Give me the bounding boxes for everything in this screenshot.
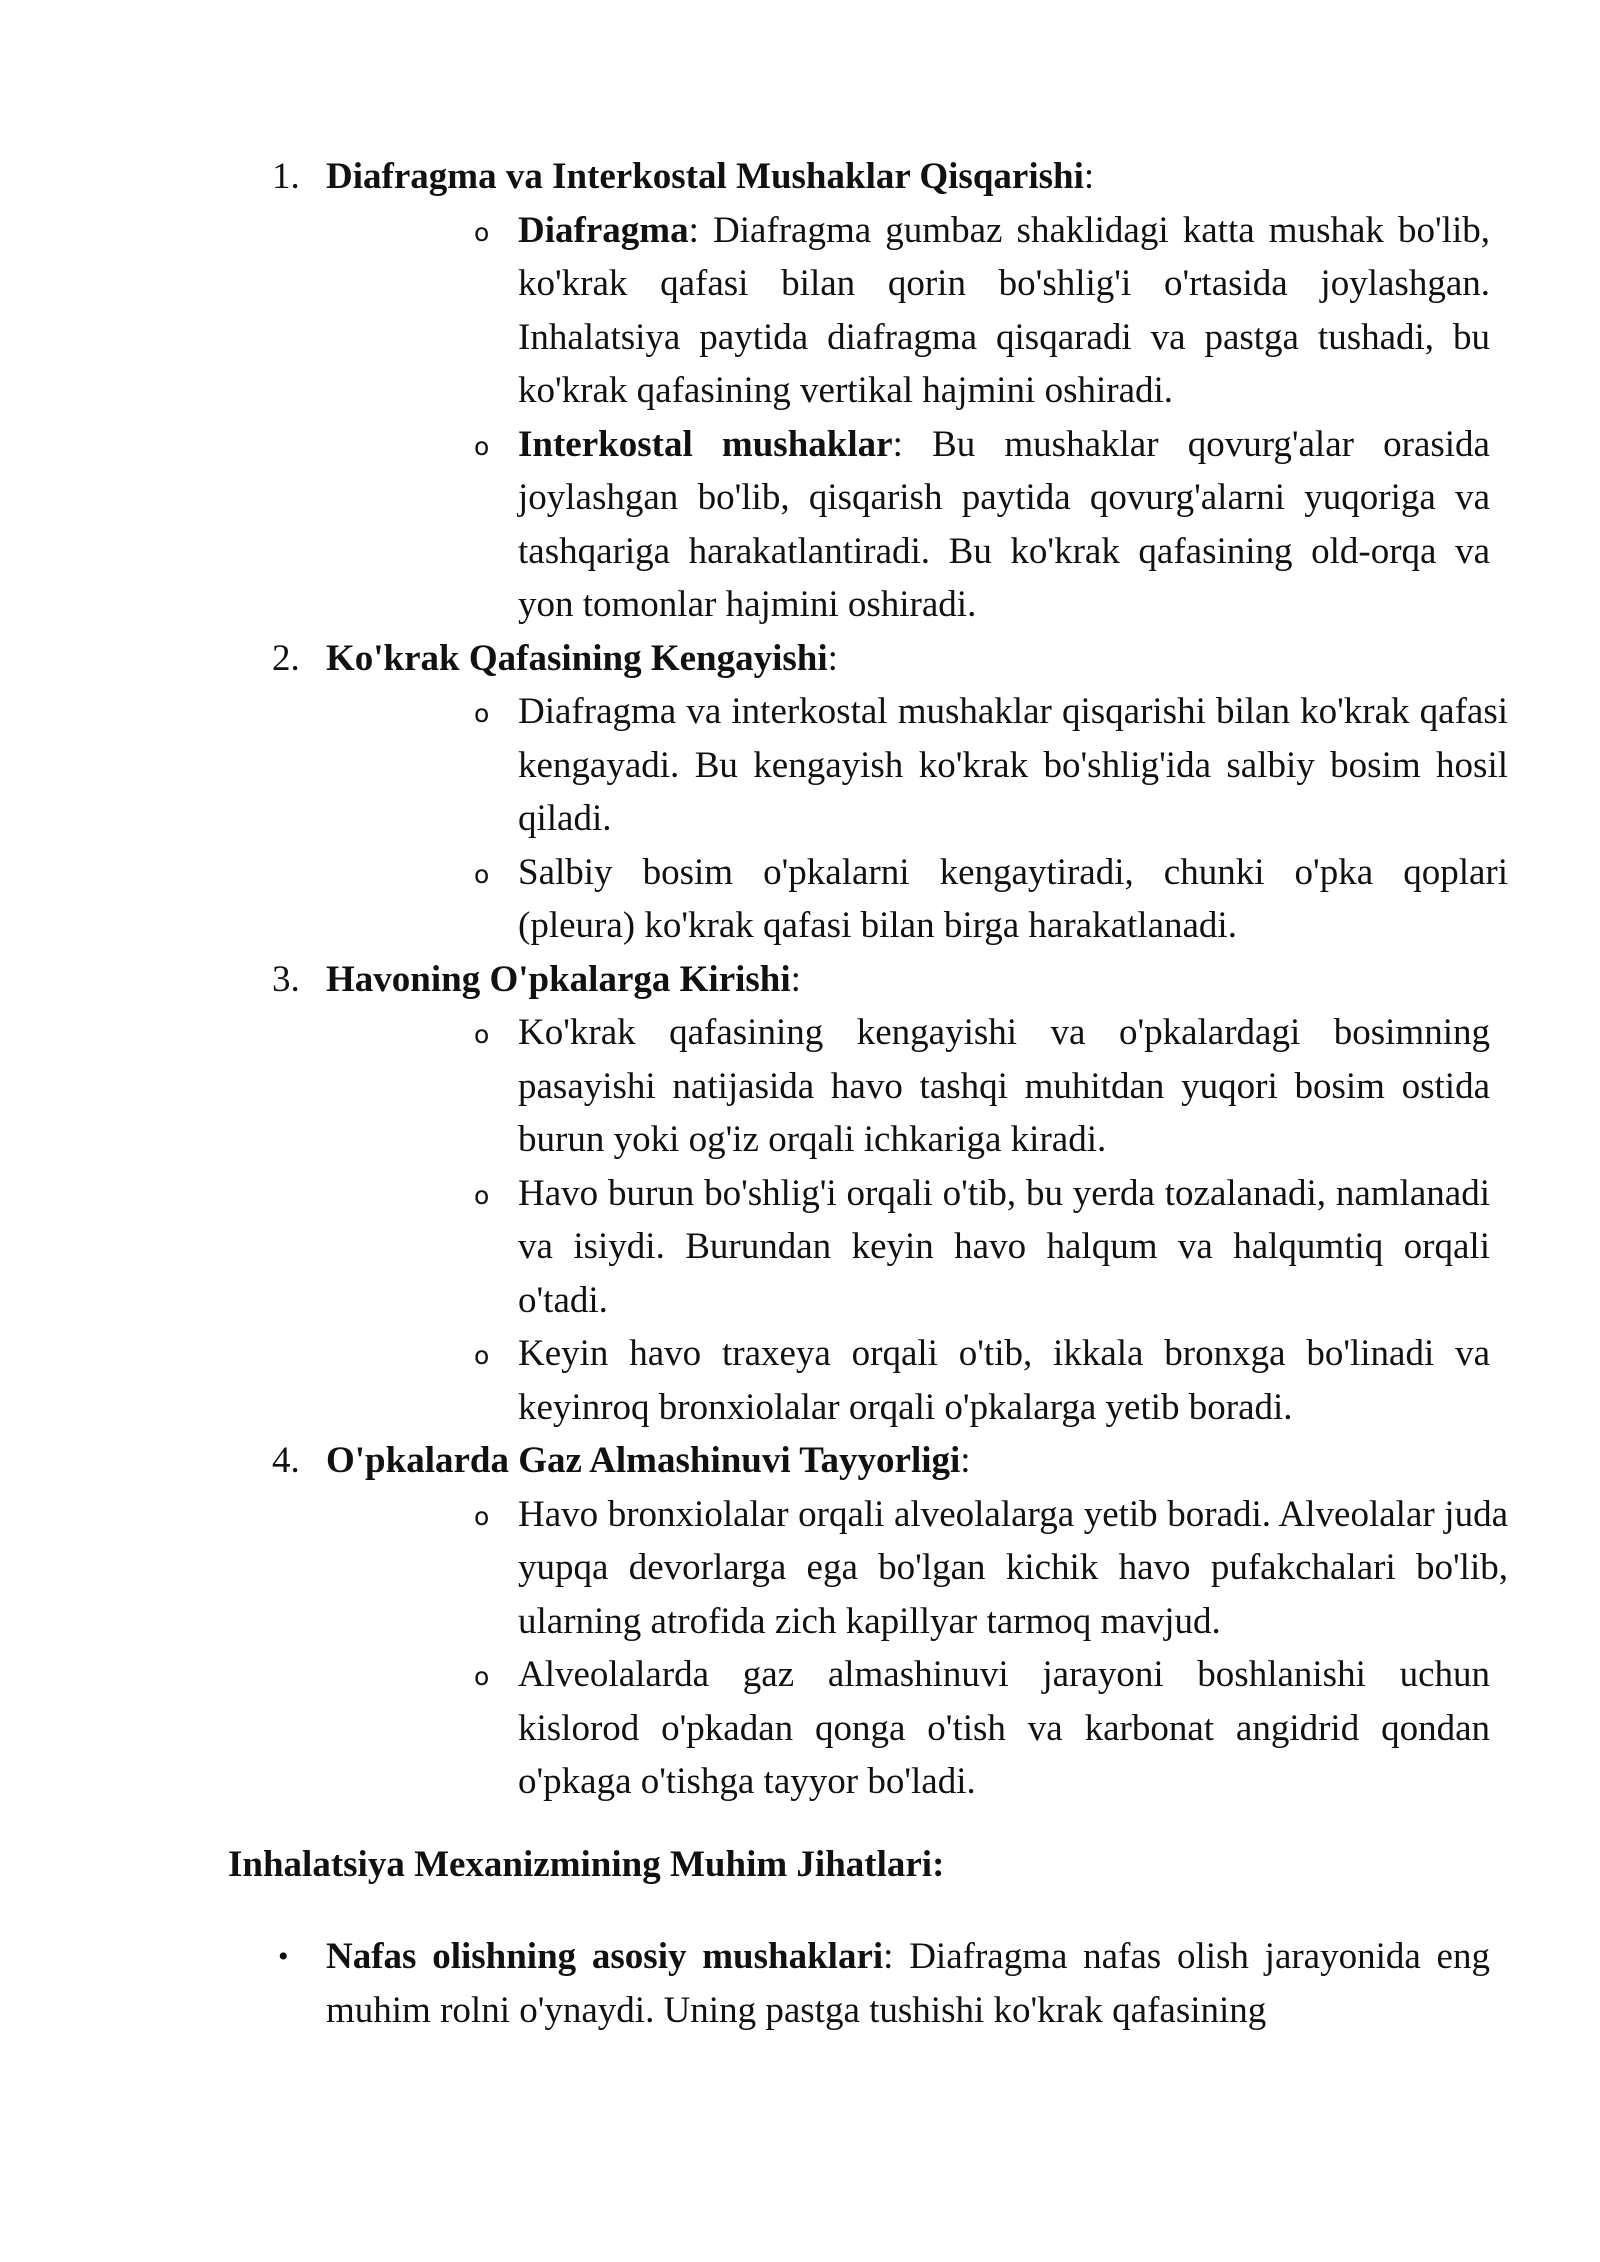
sub-item <box>326 1488 1508 1649</box>
section-title: O'pkalarda Gaz Almashinuvi Tayyorligi <box>326 1440 961 1481</box>
item-text: Diafragma gumbaz shaklidagi katta mushak bo'lib, ko'krak qafasi bilan qorin bo'shlig'i o'rtasida joylashgan. Inhalatsiya paytida diafragma qisqaradi va pastga tushadi, bu ko'krak qafasining vertikal hajmini oshiradi. <box>518 209 1490 411</box>
numbered-list <box>230 150 1508 1809</box>
section-heading: Inhalatsiya Mexanizmining Muhim Jihatlari: <box>228 1844 945 1885</box>
term: Interkostal mushaklar <box>518 423 893 465</box>
bullet-dot-icon: • <box>278 1940 289 1973</box>
sub-list <box>326 1488 1508 1809</box>
item-text: Bu mushaklar qovurg'alar orasida joylashgan bo'lib, qisqarish paytida qovurg'alarni yuqoriga va tashqariga harakatlantiradi. Bu ko'krak qafasining old-orqa va yon tomonlar hajmini oshiradi. <box>518 423 1490 625</box>
term-colon: : <box>883 1936 894 1977</box>
list-item-2 <box>230 632 1508 953</box>
circle-bullet-icon: o <box>474 1662 490 1691</box>
title-colon: : <box>960 1440 971 1481</box>
circle-bullet-icon: o <box>474 1020 490 1049</box>
title-colon: : <box>827 637 838 679</box>
list-number: 4. <box>272 1440 300 1481</box>
circle-bullet-icon: o <box>474 859 490 889</box>
sub-item <box>326 1648 1490 1809</box>
list-number: 1. <box>272 156 300 197</box>
circle-bullet-icon: o <box>474 1341 490 1370</box>
circle-bullet-icon: o <box>474 1501 490 1531</box>
sub-list <box>326 685 1508 953</box>
item-text: Diafragma nafas olish jarayonida eng muhim rolni o'ynaydi. Uning pastga tushishi ko'krak qafasining <box>326 1936 1490 2031</box>
section-title: Ko'krak Qafasining Kengayishi <box>326 637 828 679</box>
item-text: Havo burun bo'shlig'i orqali o'tib, bu yerda tozalanadi, namlanadi va isiydi. Burundan keyin havo halqum va halqumtiq orqali o'tadi. <box>518 1172 1490 1321</box>
list-item-3 <box>230 953 1490 1435</box>
list-item-1 <box>230 150 1490 632</box>
sub-item <box>326 1327 1490 1434</box>
sub-item <box>326 204 1490 418</box>
section-title: Diafragma va Interkostal Mushaklar Qisqarishi <box>326 156 1084 197</box>
list-item-4 <box>230 1434 1508 1809</box>
circle-bullet-icon: o <box>474 431 490 461</box>
sub-item <box>326 418 1490 632</box>
list-number: 2. <box>272 637 300 679</box>
sub-item <box>326 1167 1490 1328</box>
item-text: Keyin havo traxeya orqali o'tib, ikkala bronxga bo'linadi va keyinroq bronxiolalar orqali o'pkalarga yetib boradi. <box>518 1333 1490 1428</box>
circle-bullet-icon: o <box>474 1180 490 1210</box>
item-text: Havo bronxiolalar orqali alveolalarga yetib boradi. Alveolalar juda yupqa devorlarga ega bo'lgan kichik havo pufakchalari bo'lib, ularning atrofida zich kapillyar tarmoq mavjud. <box>518 1493 1508 1642</box>
sub-item <box>326 1006 1490 1167</box>
list-number: 3. <box>272 958 300 1000</box>
circle-bullet-icon: o <box>474 699 490 728</box>
sub-list <box>326 204 1490 632</box>
bullet-list <box>230 1930 1490 2037</box>
circle-bullet-icon: o <box>474 217 490 247</box>
title-colon: : <box>790 958 801 1000</box>
item-text: Diafragma va interkostal mushaklar qisqarishi bilan ko'krak qafasi kengayadi. Bu kengayish ko'krak bo'shlig'ida salbiy bosim hosil qiladi. <box>518 691 1508 839</box>
title-colon: : <box>1083 156 1095 197</box>
term: Diafragma <box>518 209 689 251</box>
term-colon: : <box>892 423 903 465</box>
term-colon: : <box>688 209 699 251</box>
sub-item <box>326 846 1508 953</box>
term: Nafas olishning asosiy mushaklari <box>326 1936 884 1977</box>
item-text: Ko'krak qafasining kengayishi va o'pkalardagi bosimning pasayishi natijasida havo tashqi muhitdan yuqori bosim ostida burun yoki og'iz orqali ichkariga kiradi. <box>518 1012 1490 1160</box>
bullet-item <box>230 1930 1490 2037</box>
section-title: Havoning O'pkalarga Kirishi <box>326 958 791 1000</box>
item-text: Salbiy bosim o'pkalarni kengaytiradi, chunki o'pka qoplari (pleura) ko'krak qafasi bilan birga harakatlanadi. <box>518 851 1508 946</box>
item-text: Alveolalarda gaz almashinuvi jarayoni boshlanishi uchun kislorod o'pkadan qonga o'tish va karbonat angidrid qondan o'pkaga o'tishga tayyor bo'ladi. <box>518 1654 1490 1802</box>
sub-item <box>326 685 1508 846</box>
sub-list <box>326 1006 1490 1434</box>
